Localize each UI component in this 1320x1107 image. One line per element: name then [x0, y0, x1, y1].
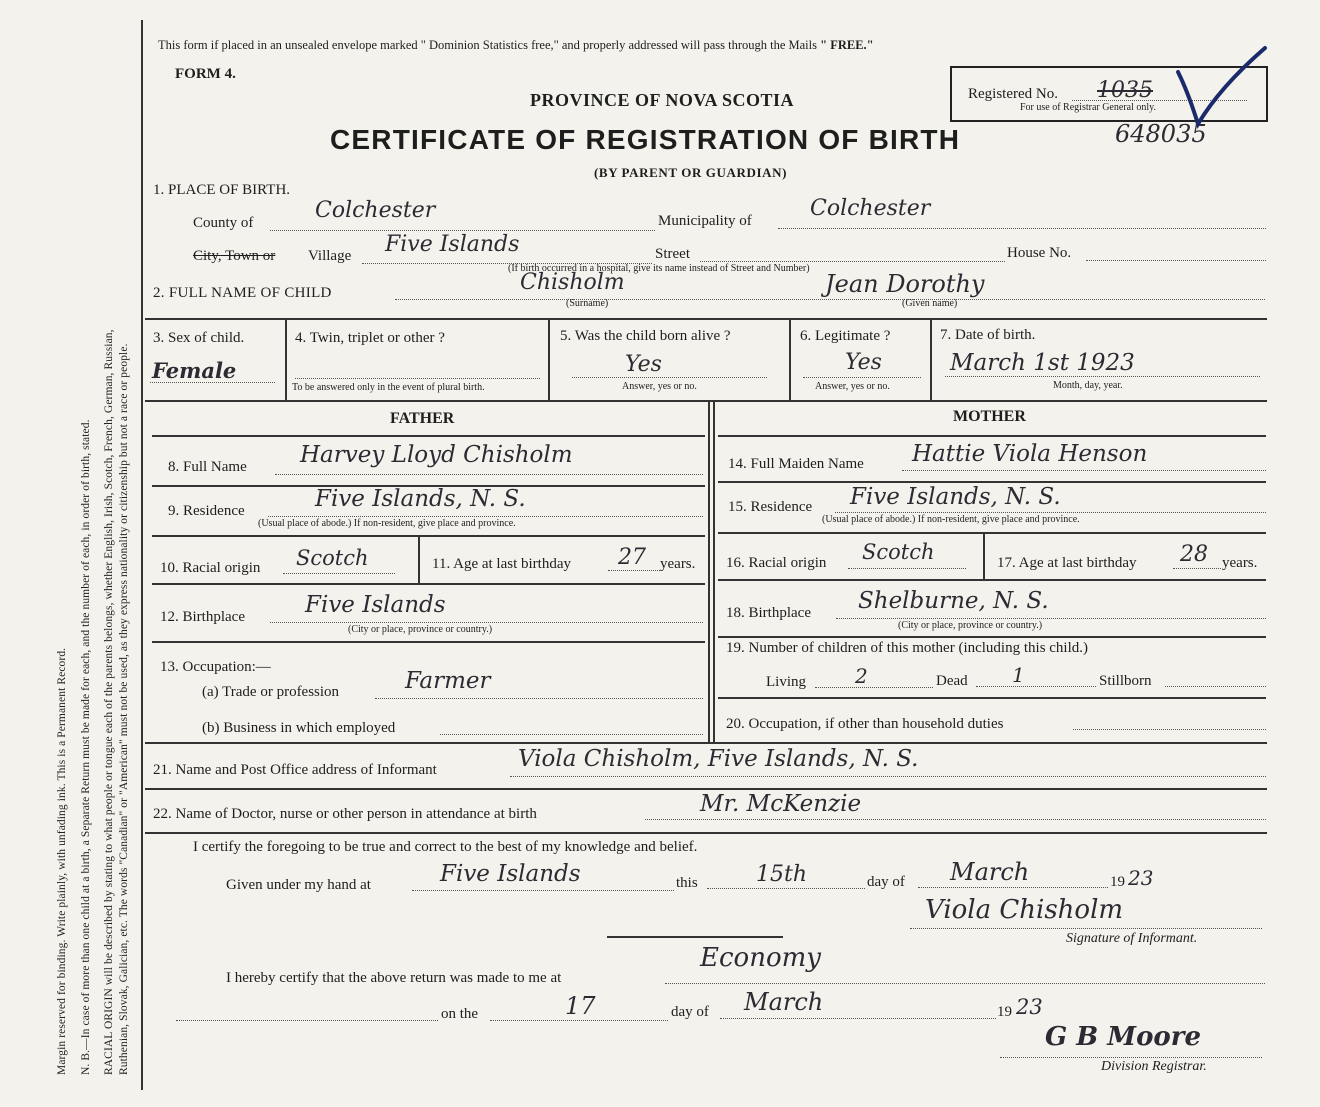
given-under-label: Given under my hand at — [226, 877, 371, 893]
registrar-note: For use of Registrar General only. — [1020, 102, 1156, 113]
father-name: Harvey Lloyd Chisholm — [300, 442, 573, 468]
registrar-month: March — [744, 988, 824, 1016]
mother-years-label: years. — [1222, 555, 1258, 571]
dead-count: 1 — [1012, 663, 1025, 687]
mother-residence: Five Islands, N. S. — [850, 484, 1061, 510]
surname-note: (Surname) — [566, 298, 609, 309]
rule — [152, 535, 705, 537]
municipality-value: Colchester — [810, 196, 931, 221]
city-town-label: City, Town or — [193, 248, 276, 264]
informant-value: Viola Chisholm, Five Islands, N. S. — [518, 746, 919, 772]
rule — [713, 400, 715, 742]
rule — [607, 936, 783, 938]
children-count-label: 19. Number of children of this mother (including this child.) — [726, 640, 1089, 656]
certify-dayof-label: day of — [867, 874, 905, 890]
certify-place: Five Islands — [440, 861, 581, 887]
registrar-dayof-label: day of — [671, 1004, 709, 1020]
check-mark-icon — [1170, 42, 1270, 132]
rule — [418, 535, 420, 583]
rule — [285, 318, 287, 400]
living-count: 2 — [855, 664, 868, 688]
registrar-caption: Division Registrar. — [1101, 1059, 1207, 1074]
registrar-place: Economy — [700, 943, 821, 973]
father-age: 27 — [618, 545, 646, 570]
mother-name-label: 14. Full Maiden Name — [728, 456, 864, 472]
given-name-note: (Given name) — [902, 298, 958, 309]
father-trade: Farmer — [405, 668, 491, 694]
father-race: Scotch — [296, 546, 369, 570]
dob-label: 7. Date of birth. — [940, 327, 1036, 343]
rule — [152, 641, 705, 643]
father-occupation-label: 13. Occupation:— — [160, 659, 271, 675]
page-title: CERTIFICATE OF REGISTRATION OF BIRTH — [330, 124, 961, 155]
rule — [983, 532, 985, 579]
signature-caption: Signature of Informant. — [1066, 931, 1198, 946]
father-birthplace: Five Islands — [305, 592, 446, 618]
certify-year-prefix: 19 — [1110, 874, 1125, 890]
mother-heading: MOTHER — [953, 408, 1026, 425]
mother-birthplace-label: 18. Birthplace — [726, 605, 811, 621]
registrar-onthe-label: on the — [441, 1006, 479, 1022]
house-number-label: House No. — [1007, 245, 1072, 261]
legitimate-note: Answer, yes or no. — [815, 381, 890, 392]
father-residence-label: 9. Residence — [168, 503, 245, 519]
certify-month: March — [950, 858, 1030, 886]
rule — [718, 532, 1266, 534]
rule — [718, 435, 1266, 437]
margin-note-multiple-births: N. B.—In case of more than one child at a birth, a Separate Return must be made for each, and the number of each, in order of birth, stated. — [80, 419, 92, 1075]
rule — [718, 579, 1266, 581]
mother-birthplace: Shelburne, N. S. — [858, 588, 1049, 614]
mother-residence-note: (Usual place of abode.) If non-resident, give place and province. — [822, 514, 1080, 525]
certify-year: 23 — [1128, 866, 1154, 890]
informant-label: 21. Name and Post Office address of Informant — [153, 762, 437, 778]
dead-label: Dead — [936, 673, 968, 689]
rule — [145, 788, 1267, 790]
twin-label: 4. Twin, triplet or other ? — [295, 330, 445, 346]
father-years-label: years. — [660, 556, 696, 572]
living-label: Living — [766, 674, 806, 690]
sex-value: Female — [152, 358, 237, 383]
province-heading: PROVINCE OF NOVA SCOTIA — [530, 90, 795, 110]
registered-label: Registered No. — [968, 86, 1058, 102]
registrar-year-prefix: 19 — [997, 1004, 1012, 1020]
father-race-label: 10. Racial origin — [160, 560, 261, 576]
father-trade-label: (a) Trade or profession — [202, 684, 340, 700]
born-alive-label: 5. Was the child born alive ? — [560, 328, 731, 344]
registrar-signature: G B Moore — [1045, 1022, 1201, 1052]
certify-text: I certify the foregoing to be true and correct to the best of my knowledge and belief. — [193, 839, 698, 855]
rule — [708, 400, 710, 742]
page-subtitle: (BY PARENT OR GUARDIAN) — [594, 165, 788, 180]
twin-note: To be answered only in the event of plural birth. — [292, 382, 485, 393]
legitimate-label: 6. Legitimate ? — [800, 328, 891, 344]
village-label: Village — [308, 248, 352, 264]
stamp-number: 648035 — [1115, 120, 1207, 148]
rule — [718, 636, 1266, 638]
informant-signature: Viola Chisholm — [925, 895, 1124, 925]
father-age-label: 11. Age at last birthday — [432, 556, 571, 572]
doctor-value: Mr. McKenzie — [700, 791, 862, 817]
child-name-label: 2. FULL NAME OF CHILD — [153, 285, 332, 301]
rule — [548, 318, 550, 400]
born-alive-value: Yes — [625, 352, 662, 377]
father-heading: FATHER — [390, 410, 455, 427]
father-name-label: 8. Full Name — [168, 459, 247, 475]
mother-name: Hattie Viola Henson — [912, 441, 1148, 467]
registrar-year: 23 — [1016, 995, 1043, 1019]
mother-occupation-label: 20. Occupation, if other than household duties — [726, 716, 1004, 732]
father-business-label: (b) Business in which employed — [202, 720, 396, 736]
mother-race: Scotch — [862, 540, 935, 564]
sex-label: 3. Sex of child. — [153, 330, 245, 346]
rule — [718, 697, 1266, 699]
registrar-text: I hereby certify that the above return was made to me at — [226, 970, 562, 986]
this-label: this — [676, 875, 698, 891]
stillborn-label: Stillborn — [1099, 673, 1152, 689]
certify-day: 15th — [756, 862, 808, 887]
father-birthplace-label: 12. Birthplace — [160, 609, 245, 625]
rule — [145, 832, 1267, 834]
registrar-day: 17 — [565, 992, 596, 1020]
father-birthplace-note: (City or place, province or country.) — [348, 624, 493, 635]
mother-age: 28 — [1180, 542, 1208, 567]
rule — [718, 481, 1266, 483]
rule — [930, 318, 932, 400]
dob-value: March 1st 1923 — [950, 350, 1135, 376]
rule — [145, 400, 1267, 402]
father-residence-note: (Usual place of abode.) If non-resident, give place and province. — [258, 518, 516, 529]
born-alive-note: Answer, yes or no. — [622, 381, 697, 392]
mother-residence-label: 15. Residence — [728, 499, 813, 515]
postal-note: This form if placed in an unsealed envelope marked " Dominion Statistics free," and properly addressed will pass through the Mails " FREE." — [158, 38, 874, 52]
rule — [152, 435, 705, 437]
legitimate-value: Yes — [845, 350, 882, 375]
mother-race-label: 16. Racial origin — [726, 555, 827, 571]
village-value: Five Islands — [385, 232, 520, 257]
rule — [152, 583, 705, 585]
hospital-note: (If birth occurred in a hospital, give its name instead of Street and Number) — [508, 263, 810, 274]
child-given-name: Jean Dorothy — [825, 270, 985, 298]
mother-age-label: 17. Age at last birthday — [997, 555, 1137, 571]
margin-note-racial-origin: RACIAL ORIGIN will be described by stating to what people or tongue each of the parents belongs, whether English, Irish, Scotch, French, German, Russian, — [103, 329, 115, 1075]
doctor-label: 22. Name of Doctor, nurse or other person in attendance at birth — [153, 806, 537, 822]
dob-note: Month, day, year. — [1053, 380, 1123, 391]
place-of-birth-heading: 1. PLACE OF BIRTH. — [153, 182, 291, 198]
rule — [145, 742, 1267, 744]
registered-number: 1035 — [1097, 78, 1153, 103]
child-surname: Chisholm — [520, 270, 625, 295]
rule — [145, 318, 1267, 320]
margin-note-binding: Margin reserved for binding. Write plainly, with unfading ink. This is a Permanent Record. — [56, 647, 68, 1075]
county-value: Colchester — [315, 198, 436, 223]
rule — [789, 318, 791, 400]
mother-birthplace-note: (City or place, province or country.) — [898, 620, 1043, 631]
street-label: Street — [655, 246, 690, 262]
margin-rule — [141, 20, 143, 1090]
county-label: County of — [193, 215, 254, 231]
father-residence: Five Islands, N. S. — [315, 486, 526, 512]
municipality-label: Municipality of — [658, 213, 752, 229]
form-number: FORM 4. — [175, 66, 236, 82]
margin-note-racial-origin-cont: Ruthenian, Slovak, Galician, etc. The words "Canadian" or "American" must not be used, as they express nationality or citizenship but not a race or people. — [118, 343, 130, 1075]
